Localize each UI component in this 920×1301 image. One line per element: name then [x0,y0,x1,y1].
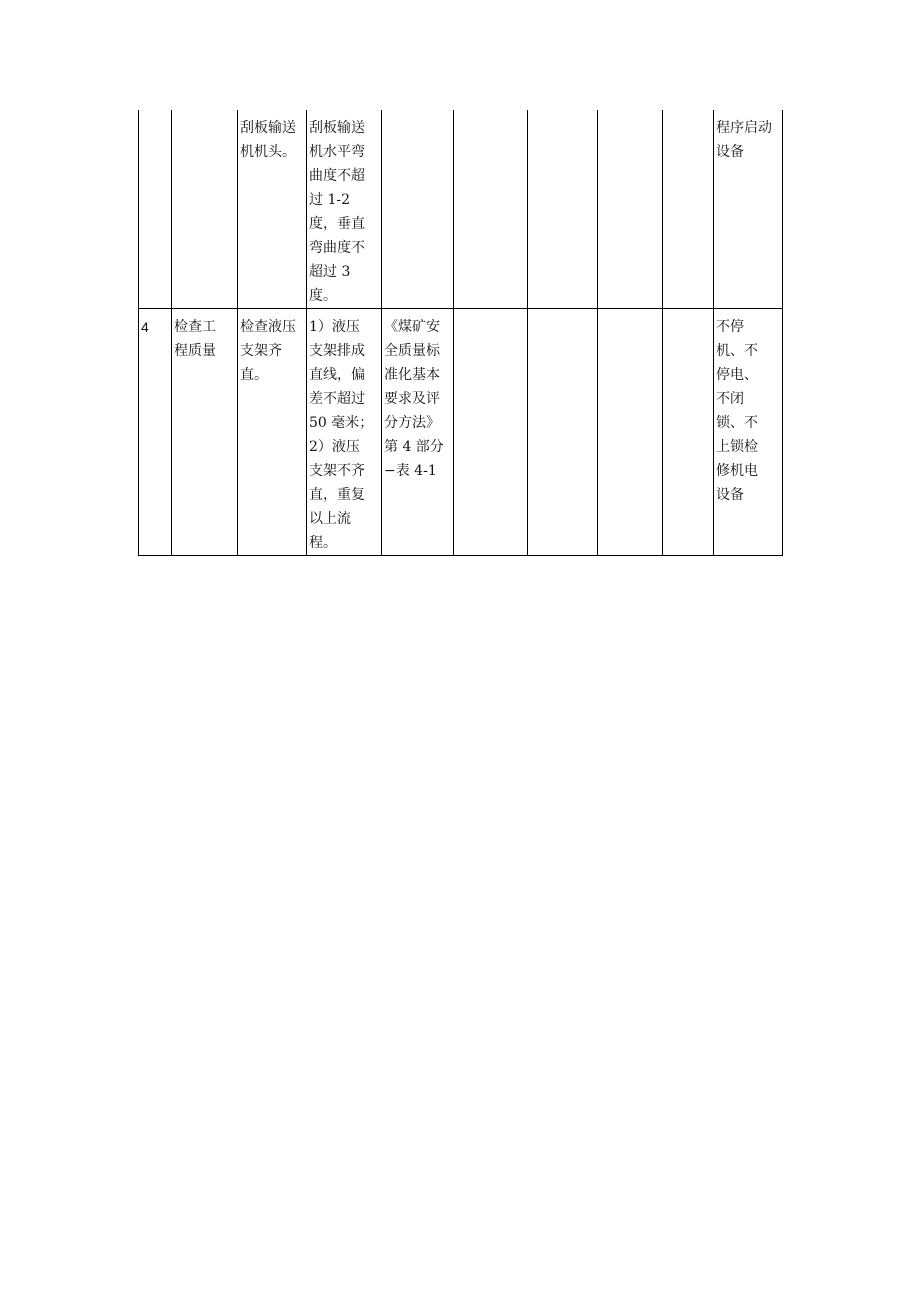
cell-index: 4 [139,309,172,556]
cell-content: 检查液压 支架齐 直。 [238,309,307,556]
cell-reference: 《煤矿安 全质量标 准化基本 要求及评 分方法》 第 4 部分 −表 4-1 [382,309,454,556]
cell-empty [598,309,663,556]
cell-empty [454,110,528,309]
table-row [139,110,783,309]
cell-empty [663,309,714,556]
procedure-table [138,110,783,556]
cell-reference [382,110,454,309]
table-row [139,309,783,556]
cell-note: 不停 机、不 停电、 不闭 锁、不 上锁检 修机电 设备 [714,309,783,556]
cell-standard: 刮板输送 机水平弯 曲度不超 过 1-2 度，垂直 弯曲度不 超过 3 度。 [307,110,382,309]
cell-note: 程序启动 设备 [714,110,783,309]
cell-item [172,110,238,309]
cell-empty [528,110,598,309]
cell-content: 刮板输送 机机头。 [238,110,307,309]
cell-index [139,110,172,309]
cell-empty [663,110,714,309]
cell-empty [598,110,663,309]
cell-standard: 1）液压 支架排成 直线，偏 差不超过 50 毫米； 2）液压 支架不齐 直，重复 以上流 程。 [307,309,382,556]
cell-item: 检查工 程质量 [172,309,238,556]
cell-empty [454,309,528,556]
cell-empty [528,309,598,556]
